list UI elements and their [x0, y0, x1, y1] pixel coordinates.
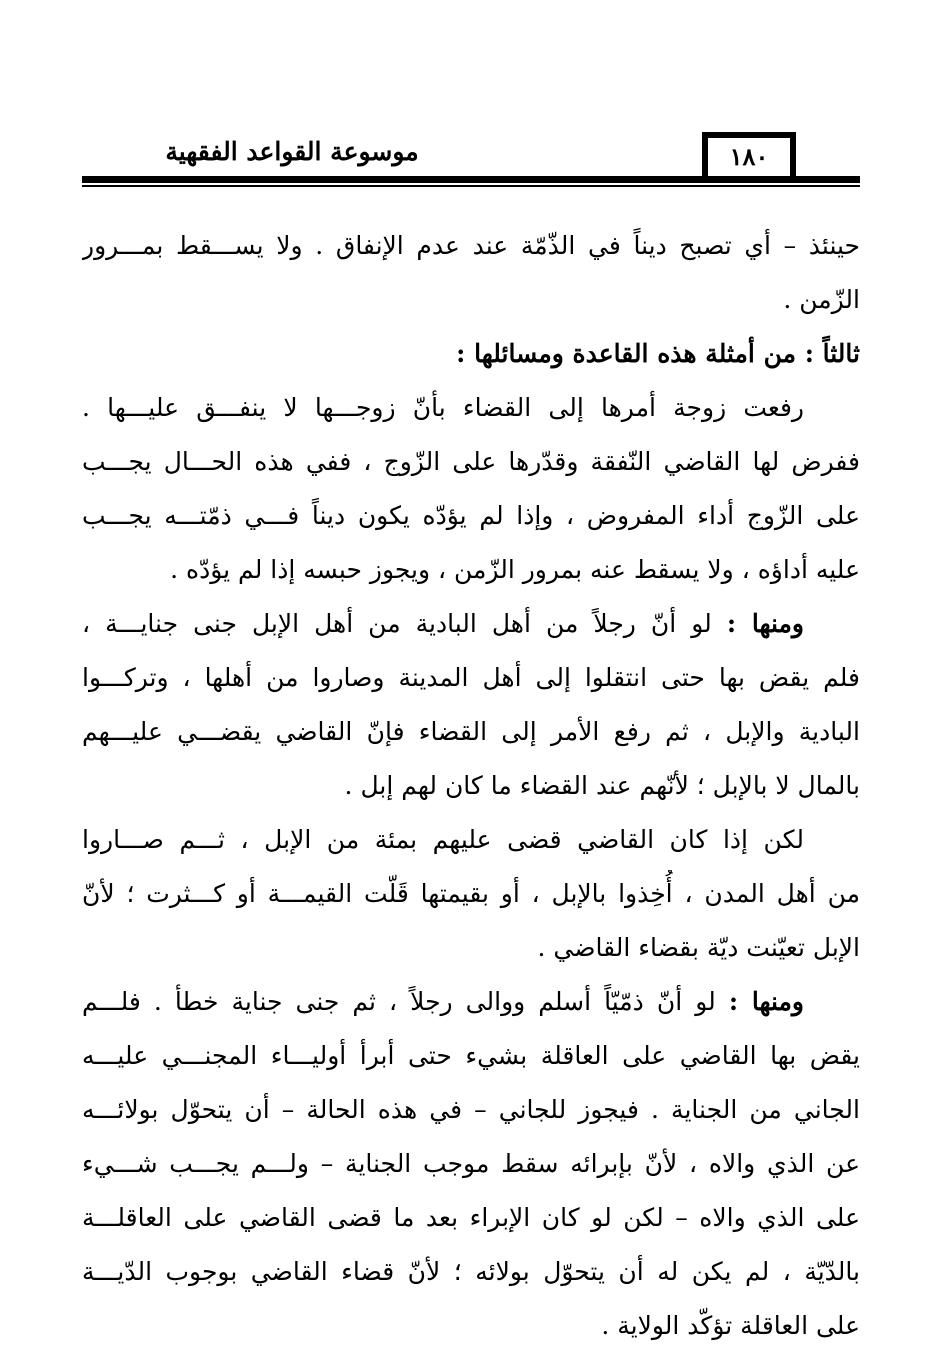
- line-text: على الزّوج أداء المفروض ، وإذا لم يؤدّه يكون ديناً فـــي ذمّتـــه يجـــب: [82, 501, 860, 530]
- line-text: الزّمن .: [783, 285, 860, 314]
- line-text: لو أنّ رجلاً من أهل البادية من أهل الإبل جنى جنايـــة ،: [82, 609, 712, 638]
- page-number-box: [702, 132, 796, 176]
- line-text: البادية والإبل ، ثم رفع الأمر إلى القضاء فإنّ القاضي يقضـــي عليـــهم: [82, 717, 860, 746]
- text-line: [82, 924, 860, 978]
- header-rule-thin: [82, 185, 860, 187]
- text-line: [82, 1086, 860, 1140]
- text-line: [82, 276, 860, 330]
- line-text: من أهل المدن ، أُخِذوا بالإبل ، أو بقيمتها قَلّت القيمـــة أو كـــثرت ؛ لأنّ: [82, 879, 860, 908]
- text-line: [82, 438, 860, 492]
- text-line: [82, 762, 860, 816]
- header-rule-thick: [82, 176, 860, 183]
- text-line: [82, 708, 860, 762]
- text-line: [82, 492, 860, 546]
- line-text: لكن إذا كان القاضي قضى عليهم بمئة من الإبل ، ثـــم صـــاروا: [82, 825, 804, 854]
- page-header: [82, 132, 860, 182]
- line-text: لو أنّ ذمّيّاً أسلم ووالى رجلاً ، ثم جنى جناية خطأ . فلـــم: [82, 987, 716, 1016]
- line-text: رفعت زوجة أمرها إلى القضاء بأنّ زوجـــها لا ينفـــق عليـــها .: [82, 393, 804, 422]
- text-line: [82, 1140, 860, 1194]
- text-line: [82, 222, 860, 276]
- text-line: [82, 1302, 860, 1356]
- body-text: [82, 222, 860, 1356]
- line-text: بالدّيّة ، لم يكن له أن يتحوّل بولائه ؛ لأنّ قضاء القاضي بوجوب الدّيـــة: [82, 1257, 860, 1286]
- line-text: عليه أداؤه ، ولا يسقط عنه بمرور الزّمن ، ويجوز حبسه إذا لم يؤدّه .: [170, 555, 860, 584]
- page-number: ١٨٠: [729, 142, 769, 171]
- text-line: [82, 1032, 860, 1086]
- line-text: الإبل تعيّنت ديّة بقضاء القاضي .: [537, 933, 860, 962]
- line-text: الجاني من الجناية . فيجوز للجاني – في هذه الحالة – أن يتحوّل بولائـــه: [82, 1095, 860, 1124]
- book-title: موسوعة القواعد الفقهية: [165, 137, 419, 166]
- line-text: عن الذي والاه ، لأنّ بإبرائه سقط موجب الجناية – ولـــم يجـــب شـــيء: [82, 1149, 860, 1178]
- section-heading: [82, 330, 860, 384]
- lead-word: ومنها :: [726, 609, 804, 638]
- line-text: على الذي والاه – لكن لو كان الإبراء بعد ما قضى القاضي على العاقلـــة: [82, 1203, 860, 1232]
- text-line: [82, 816, 860, 870]
- text-line: [82, 384, 860, 438]
- text-line: [82, 654, 860, 708]
- text-line: [82, 870, 860, 924]
- text-line: [82, 1248, 860, 1302]
- line-text: على العاقلة تؤكّد الولاية .: [601, 1311, 860, 1340]
- text-line: [82, 1194, 860, 1248]
- lead-word: ومنها :: [728, 987, 804, 1016]
- line-text: حينئذ – أي تصبح ديناً في الذّمّة عند عدم الإنفاق . ولا يســـقط بمـــرور: [82, 231, 860, 260]
- line-text: بالمال لا بالإبل ؛ لأنّهم عند القضاء ما كان لهم إبل .: [344, 771, 860, 800]
- text-line: [82, 600, 860, 654]
- text-line: [82, 546, 860, 600]
- text-line: [82, 978, 860, 1032]
- heading-text: ثالثاً : من أمثلة هذه القاعدة ومسائلها :: [456, 339, 860, 368]
- line-text: يقض بها القاضي على العاقلة بشيء حتى أبرأ أوليـــاء المجنـــي عليـــه: [82, 1041, 860, 1070]
- line-text: فلم يقض بها حتى انتقلوا إلى أهل المدينة وصاروا من أهلها ، وتركـــوا: [82, 663, 860, 692]
- line-text: ففرض لها القاضي النّفقة وقدّرها على الزّوج ، ففي هذه الحـــال يجـــب: [82, 447, 860, 476]
